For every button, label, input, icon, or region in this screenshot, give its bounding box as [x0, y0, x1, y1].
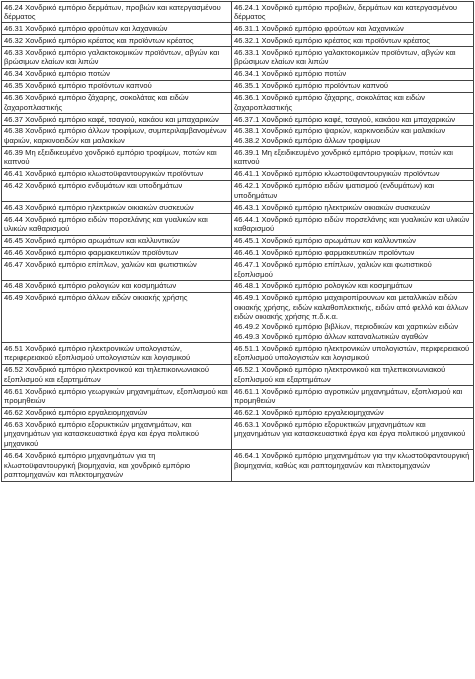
class-entry-text: 46.62 Χονδρικό εμπόριο εργαλειομηχανών	[4, 408, 148, 417]
subclass-entry-text: 46.64.1 Χονδρικό εμπόριο μηχανημάτων για την κλωστοϋφαντουργική βιομηχανία, καθώς και ραπτομηχανών και πλεκτομηχανών	[234, 450, 470, 470]
class-code-cell	[2, 23, 232, 35]
subclass-code-cell	[232, 168, 474, 180]
class-entry-text: 46.45 Χονδρικό εμπόριο αρωμάτων και καλλυντικών	[4, 236, 180, 246]
class-code-cell	[2, 2, 232, 23]
table-row	[2, 147, 474, 168]
class-code-cell	[2, 343, 232, 364]
table-row	[2, 23, 474, 35]
class-code-cell	[2, 202, 232, 214]
subclass-code-cell	[232, 214, 474, 235]
subclass-entry-text: 46.63.1 Χονδρικό εμπόριο εξορυκτικών μηχανημάτων και μηχανημάτων για κατασκευαστικά έργα και έργα πολιτικού μηχανικού	[234, 419, 466, 439]
subclass-code-cell	[232, 47, 474, 68]
table-row	[2, 180, 474, 201]
subclass-code-cell	[232, 407, 474, 419]
subclass-code-cell	[232, 247, 474, 259]
subclass-entry-text: 46.36.1 Χονδρικό εμπόριο ζάχαρης, σοκολάτας και ειδών ζαχαροπλαστικής	[234, 93, 425, 112]
subclass-code-cell	[232, 364, 474, 385]
subclass-entry-text: 46.49.2 Χονδρικό εμπόριο βιβλίων, περιοδικών και χαρτικών ειδών	[234, 322, 459, 332]
table-row	[2, 292, 474, 342]
class-code-cell	[2, 450, 232, 481]
subclass-code-cell	[232, 147, 474, 168]
classification-table	[1, 1, 474, 482]
class-entry-text: 46.51 Χονδρικό εμπόριο ηλεκτρονικών υπολογιστών, περιφερειακού εξοπλισμού υπολογιστών και λογισμικού	[4, 343, 191, 363]
class-entry-text: 46.48 Χονδρικό εμπόριο ρολογιών και κοσμημάτων	[4, 281, 177, 291]
class-code-cell	[2, 80, 232, 92]
class-code-cell	[2, 35, 232, 47]
subclass-code-cell	[232, 80, 474, 92]
subclass-entry-text: 46.46.1 Χονδρικό εμπόριο φαρμακευτικών προϊόντων	[234, 248, 415, 258]
class-entry-text: 46.46 Χονδρικό εμπόριο φαρμακευτικών προϊόντων	[4, 248, 179, 258]
subclass-code-cell	[232, 235, 474, 247]
class-entry-text: 46.31 Χονδρικό εμπόριο φρούτων και λαχανικών	[4, 23, 168, 33]
class-entry-text: 46.52 Χονδρικό εμπόριο ηλεκτρονικού και τηλεπικοινωνιακού εξοπλισμού και εξαρτημάτων	[4, 365, 209, 384]
table-row	[2, 386, 474, 407]
subclass-entry-text: 46.49.1 Χονδρικό εμπόριο μαχαιροπίρουνων και μεταλλικών ειδών οικιακής χρήσης, ειδών καλαθοπλεκτικής, ειδών από φελλό και άλλων ειδών οικιακής χρήσης π.δ.κ.α.	[234, 293, 469, 322]
subclass-entry-text: 46.48.1 Χονδρικό εμπόριο ρολογιών και κοσμημάτων	[234, 281, 413, 291]
class-code-cell	[2, 259, 232, 280]
class-entry-text: 46.61 Χονδρικό εμπόριο γεωργικών μηχανημάτων, εξοπλισμού και προμηθειών	[4, 386, 228, 406]
class-entry-text: 46.33 Χονδρικό εμπόριο γαλακτοκομικών προϊόντων, αβγών και βρώσιμων ελαίων και λιπών	[4, 47, 220, 67]
table-row	[2, 2, 474, 23]
subclass-entry-text: 46.47.1 Χονδρικό εμπόριο επίπλων, χαλιών και φωτιστικού εξοπλισμού	[234, 259, 432, 279]
table-row	[2, 125, 474, 146]
subclass-code-cell	[232, 292, 474, 342]
class-code-cell	[2, 386, 232, 407]
class-code-cell	[2, 114, 232, 126]
table-row	[2, 364, 474, 385]
subclass-entry-text: 46.35.1 Χονδρικό εμπόριο προϊόντων καπνού	[234, 81, 389, 91]
table-row	[2, 35, 474, 47]
table-row	[2, 114, 474, 126]
class-entry-text: 46.47 Χονδρικό εμπόριο επίπλων, χαλιών και φωτιστικών	[4, 259, 197, 269]
class-code-cell	[2, 92, 232, 113]
table-row	[2, 47, 474, 68]
table-row	[2, 68, 474, 80]
table-row	[2, 419, 474, 450]
class-entry-text: 46.63 Χονδρικό εμπόριο εξορυκτικών μηχανημάτων, και μηχανημάτων για κατασκευαστικά έργα και έργα πολιτικού μηχανικού	[4, 419, 199, 449]
subclass-code-cell	[232, 92, 474, 113]
class-entry-text: 46.64 Χονδρικό εμπόριο μηχανημάτων για τη κλωστοϋφαντουργική βιομηχανία, και χονδρικό εμπόριο ραπτομηχανών και πλεκτομηχανών	[4, 450, 191, 480]
class-code-cell	[2, 47, 232, 68]
table-row	[2, 168, 474, 180]
class-code-cell	[2, 292, 232, 342]
table-row	[2, 343, 474, 364]
class-code-cell	[2, 364, 232, 385]
subclass-code-cell	[232, 2, 474, 23]
subclass-entry-text: 46.44.1 Χονδρικό εμπόριο ειδών πορσελάνης και γυαλικών και υλικών καθαρισμού	[234, 214, 470, 234]
subclass-entry-text: 46.34.1 Χονδρικό εμπόριο ποτών	[234, 69, 347, 79]
subclass-entry-text: 46.45.1 Χονδρικό εμπόριο αρωμάτων και καλλυντικών	[234, 236, 416, 246]
class-code-cell	[2, 235, 232, 247]
class-entry-text: 46.43 Χονδρικό εμπόριο ηλεκτρικών οικιακών συσκευών	[4, 202, 194, 212]
subclass-code-cell	[232, 180, 474, 201]
class-entry-text: 46.39 Μη εξειδικευμένο χονδρικό εμπόριο τροφίμων, ποτών και καπνού	[4, 147, 217, 167]
table-row	[2, 259, 474, 280]
table-row	[2, 407, 474, 419]
subclass-code-cell	[232, 68, 474, 80]
subclass-code-cell	[232, 259, 474, 280]
class-entry-text: 46.38 Χονδρικό εμπόριο άλλων τροφίμων, συμπεριλαμβανομένων ψαριών, καρκινοειδών και μαλακίων	[4, 126, 227, 145]
table-row	[2, 247, 474, 259]
subclass-entry-text: 46.32.1 Χονδρικό εμπόριο κρέατος και προϊόντων κρέατος	[234, 35, 430, 45]
class-code-cell	[2, 125, 232, 146]
class-code-cell	[2, 419, 232, 450]
subclass-entry-text: 46.41.1 Χονδρικό εμπόριο κλωστοϋφαντουργικών προϊόντων	[234, 169, 440, 179]
subclass-entry-text: 46.62.1 Χονδρικό εμπόριο εργαλειομηχανών	[234, 408, 384, 417]
class-code-cell	[2, 280, 232, 292]
class-entry-text: 46.35 Χονδρικό εμπόριο προϊόντων καπνού	[4, 81, 152, 91]
subclass-entry-text: 46.43.1 Χονδρικό εμπόριο ηλεκτρικών οικιακών συσκευών	[234, 202, 431, 212]
subclass-code-cell	[232, 23, 474, 35]
table-row	[2, 235, 474, 247]
subclass-entry-text: 46.51.1 Χονδρικό εμπόριο ηλεκτρονικών υπολογιστών, περιφερειακού εξοπλισμού υπολογιστών και λογισμικού	[234, 343, 470, 363]
subclass-code-cell	[232, 125, 474, 146]
class-entry-text: 46.44 Χονδρικό εμπόριο ειδών πορσελάνης και γυαλικών και υλικών καθαρισμού	[4, 214, 208, 234]
class-code-cell	[2, 214, 232, 235]
subclass-entry-text: 46.39.1 Μη εξειδικευμένο χονδρικό εμπόριο τροφίμων, ποτών και καπνού	[234, 147, 453, 167]
class-code-cell	[2, 168, 232, 180]
class-code-cell	[2, 180, 232, 201]
subclass-code-cell	[232, 202, 474, 214]
class-entry-text: 46.36 Χονδρικό εμπόριο ζάχαρης, σοκολάτας και ειδών ζαχαροπλαστικής	[4, 93, 189, 112]
subclass-entry-text: 46.38.1 Χονδρικό εμπόριο ψαριών, καρκινοειδών και μαλακίων 46.38.2 Χονδρικό εμπόριο άλλων τροφίμων	[234, 126, 446, 145]
class-entry-text: 46.32 Χονδρικό εμπόριο κρέατος και προϊόντων κρέατος	[4, 35, 194, 45]
class-code-cell	[2, 68, 232, 80]
subclass-code-cell	[232, 280, 474, 292]
table-row	[2, 202, 474, 214]
class-entry-text: 46.34 Χονδρικό εμπόριο ποτών	[4, 69, 110, 79]
subclass-entry-text: 46.31.1 Χονδρικό εμπόριο φρούτων και λαχανικών	[234, 23, 404, 33]
subclass-code-cell	[232, 386, 474, 407]
subclass-code-cell	[232, 450, 474, 481]
class-entry-text: 46.24 Χονδρικό εμπόριο δερμάτων, προβιών και κατεργασμένου δέρματος	[4, 2, 221, 22]
table-body	[2, 2, 474, 482]
class-code-cell	[2, 407, 232, 419]
class-entry-text: 46.42 Χονδρικό εμπόριο ενδυμάτων και υποδημάτων	[4, 181, 183, 191]
class-entry-text: 46.37 Χονδρικό εμπόριο καφέ, τσαγιού, κακάου και μπαχαρικών	[4, 114, 219, 124]
subclass-code-cell	[232, 114, 474, 126]
subclass-entry-text: 46.49.3 Χονδρικό εμπόριο άλλων καταναλωτικών αγαθών	[234, 331, 428, 341]
class-entry-text: 46.49 Χονδρικό εμπόριο άλλων ειδών οικιακής χρήσης	[4, 293, 188, 303]
subclass-entry-text: 46.33.1 Χονδρικό εμπόριο γαλακτοκομικών προϊόντων, αβγών και βρώσιμων ελαίων και λιπών	[234, 47, 456, 67]
class-code-cell	[2, 247, 232, 259]
subclass-entry-text: 46.42.1 Χονδρικό εμπόριο ειδών ιματισμού (ενδυμάτων) και υποδημάτων	[234, 181, 435, 200]
table-row	[2, 214, 474, 235]
table-row	[2, 280, 474, 292]
table-row	[2, 80, 474, 92]
subclass-entry-text: 46.52.1 Χονδρικό εμπόριο ηλεκτρονικού και τηλεπικοινωνιακού εξοπλισμού και εξαρτημάτων	[234, 365, 446, 384]
subclass-entry-text: 46.37.1 Χονδρικό εμπόριο καφέ, τσαγιού, κακάου και μπαχαρικών	[234, 114, 456, 124]
subclass-code-cell	[232, 419, 474, 450]
subclass-entry-text: 46.61.1 Χονδρικό εμπόριο αγροτικών μηχανημάτων, εξοπλισμού και προμηθειών	[234, 386, 463, 406]
subclass-code-cell	[232, 343, 474, 364]
subclass-code-cell	[232, 35, 474, 47]
class-code-cell	[2, 147, 232, 168]
class-entry-text: 46.41 Χονδρικό εμπόριο κλωστοϋφαντουργικών προϊόντων	[4, 169, 204, 179]
table-row	[2, 450, 474, 481]
table-row	[2, 92, 474, 113]
subclass-entry-text: 46.24.1 Χονδρικό εμπόριο προβιών, δερμάτων και κατεργασμένου δέρματος	[234, 2, 458, 22]
